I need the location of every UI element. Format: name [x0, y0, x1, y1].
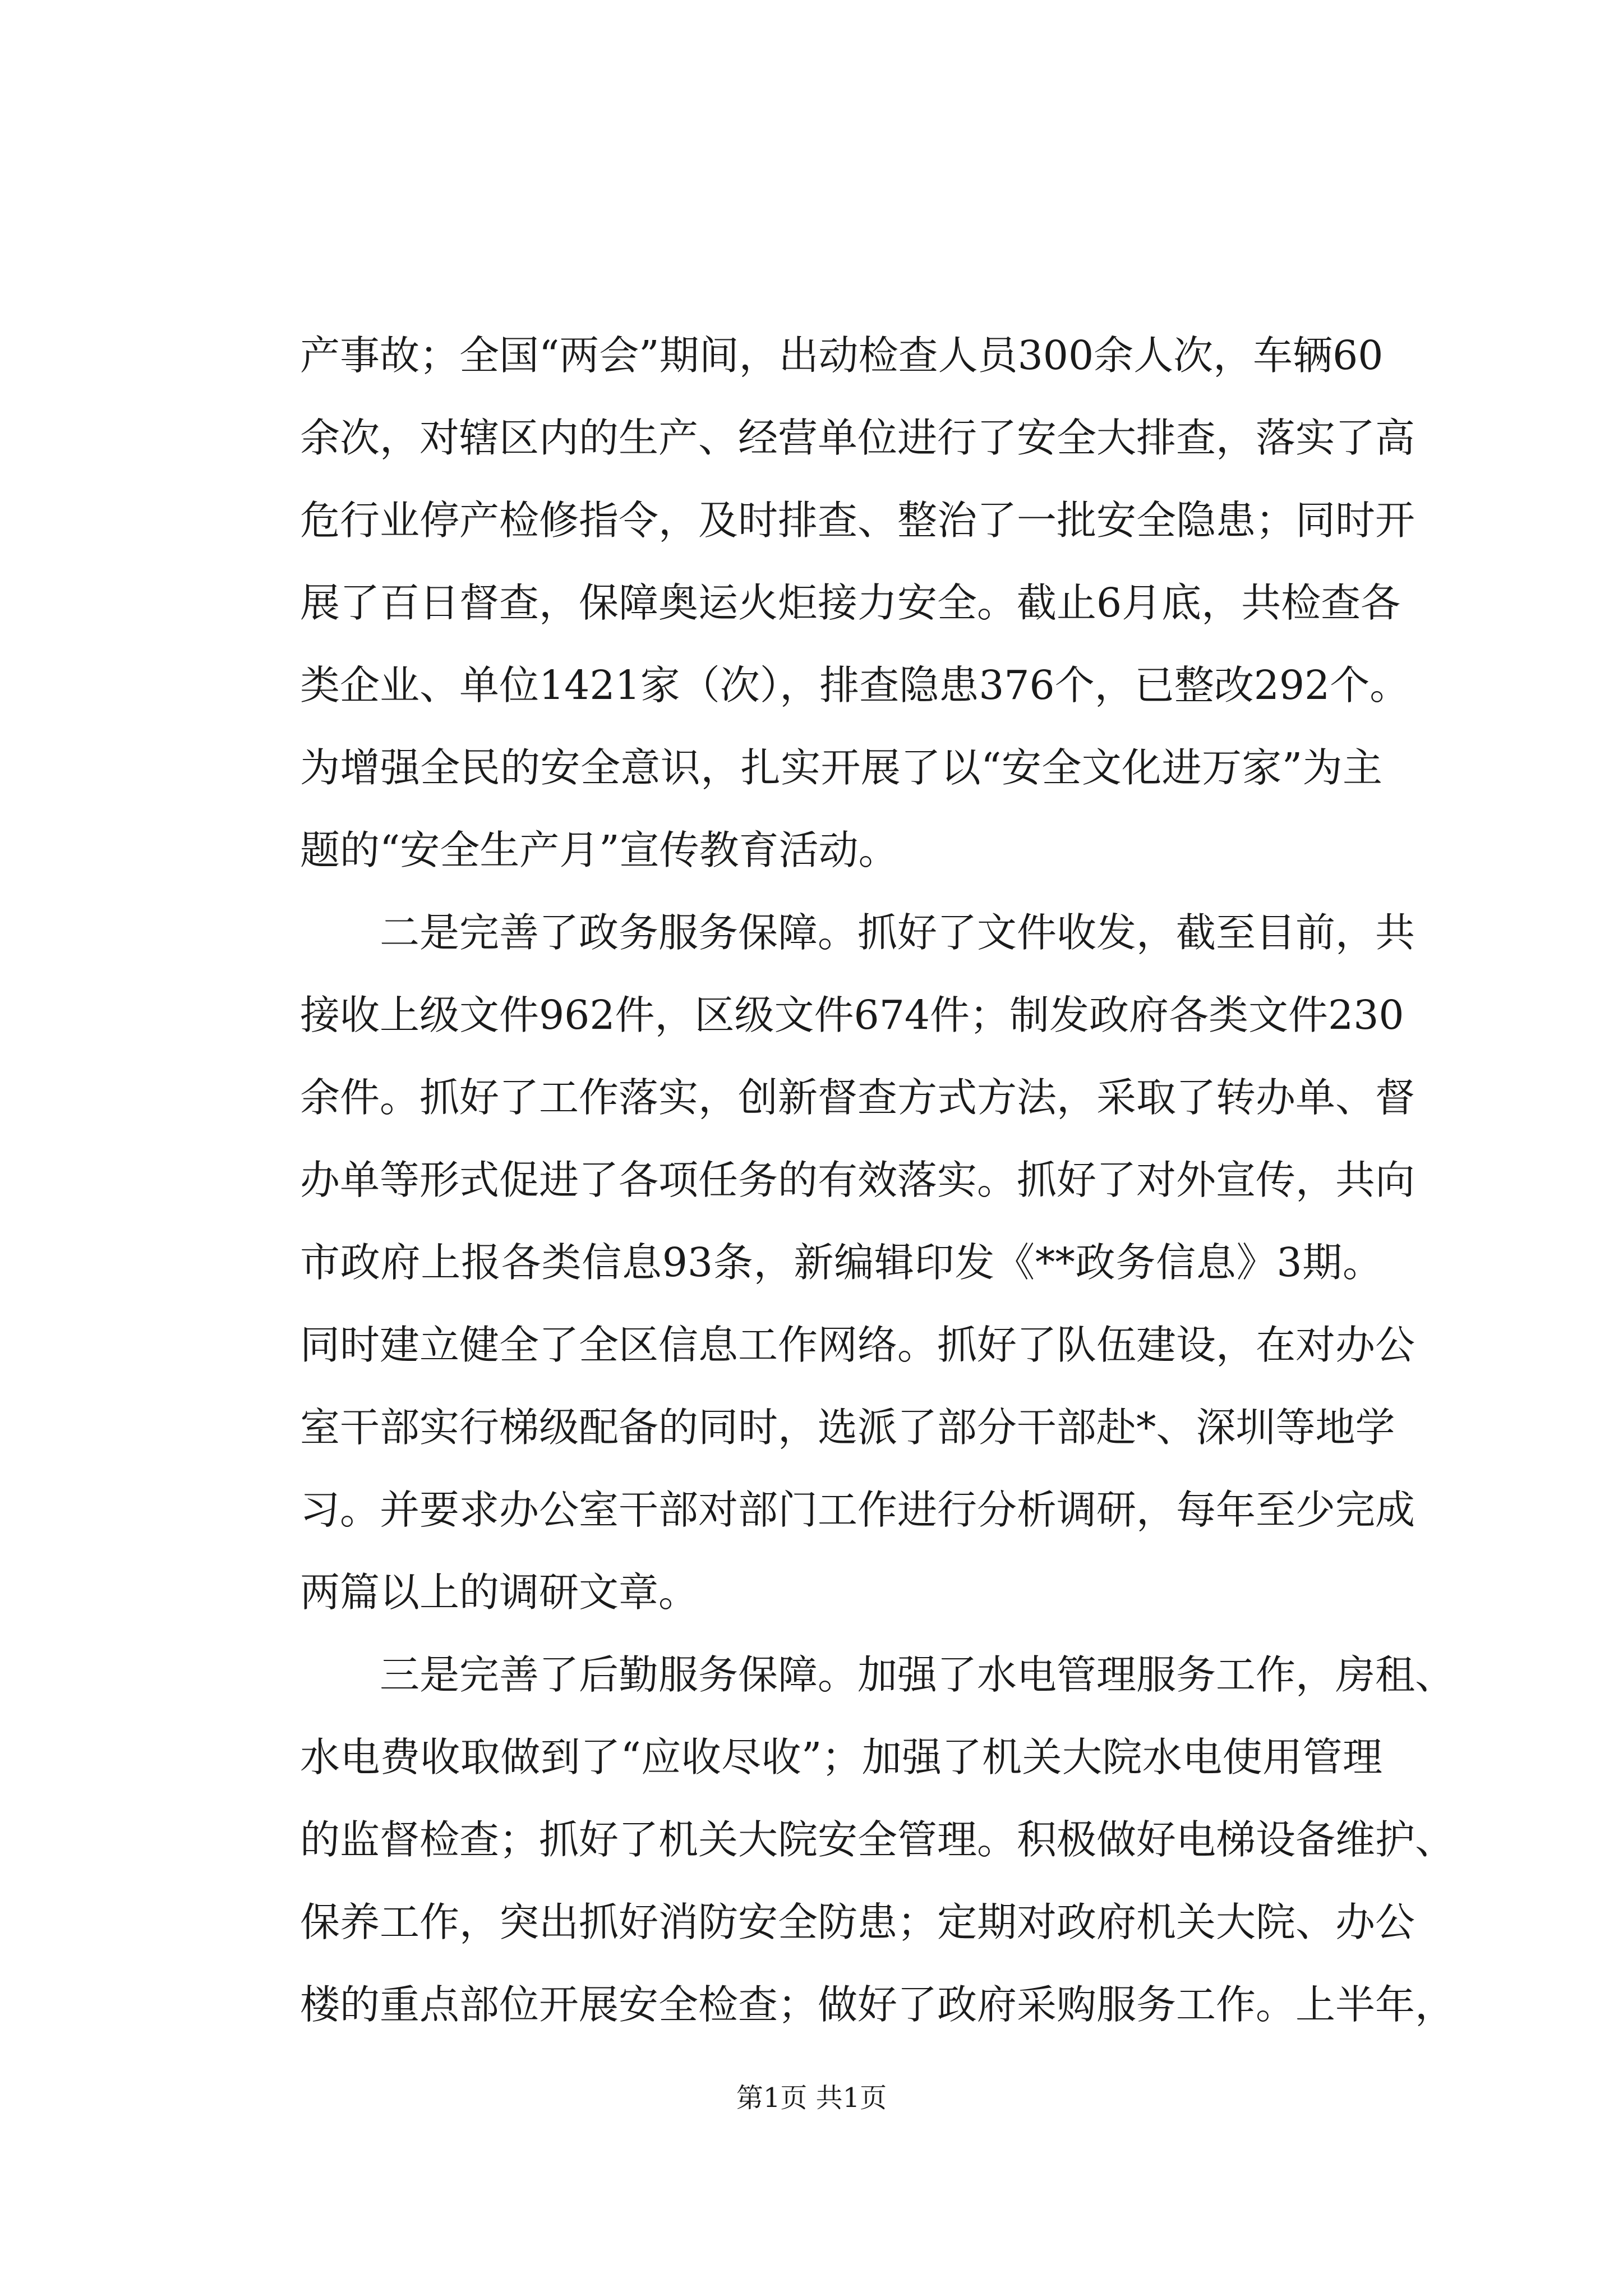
body-line-10: 余件。抓好了工作落实，创新督查方式方法，采取了转办单、督: [300, 1074, 1415, 1121]
body-line-6: 为增强全民的安全意识，扎实开展了以“安全文化进万家”为主: [300, 744, 1382, 791]
body-line-20: 保养工作，突出抓好消防安全防患；定期对政府机关大院、办公: [300, 1899, 1415, 1945]
body-line-12: 市政府上报各类信息93条，新编辑印发《**政务信息》3期。: [300, 1239, 1382, 1286]
body-line-5: 类企业、单位1421家（次），排查隐患376个，已整改292个。: [300, 662, 1410, 708]
document-body: [300, 314, 1455, 2046]
body-line-18: 水电费收取做到了“应收尽收”；加强了机关大院水电使用管理: [300, 1734, 1382, 1780]
body-line-7: 题的“安全生产月”宣传教育活动。: [300, 827, 898, 873]
body-line-11: 办单等形式促进了各项任务的有效落实。抓好了对外宣传，共向: [300, 1157, 1415, 1203]
body-line-15: 习。并要求办公室干部对部门工作进行分析调研，每年至少完成: [300, 1487, 1415, 1533]
body-line-9: 接收上级文件962件，区级文件674件；制发政府各类文件230: [300, 992, 1404, 1038]
paragraph-3-line-1: 三是完善了后勤服务保障。加强了水电管理服务工作，房租、: [380, 1651, 1455, 1698]
body-line-1: 产事故；全国“两会”期间，出动检查人员300余人次，车辆60: [300, 332, 1384, 379]
body-line-2: 余次，对辖区内的生产、经营单位进行了安全大排查，落实了高: [300, 415, 1415, 461]
body-line-19: 的监督检查；抓好了机关大院安全管理。积极做好电梯设备维护、: [300, 1816, 1455, 1863]
page-footer: 第1页 共1页: [736, 2082, 887, 2114]
body-line-21: 楼的重点部位开展安全检查；做好了政府采购服务工作。上半年，: [300, 1981, 1455, 2028]
body-line-14: 室干部实行梯级配备的同时，选派了部分干部赴*、深圳等地学: [300, 1404, 1395, 1451]
body-line-3: 危行业停产检修指令，及时排查、整治了一批安全隐患；同时开: [300, 497, 1415, 544]
body-line-16: 两篇以上的调研文章。: [300, 1569, 699, 1616]
paragraph-2-line-1: 二是完善了政务服务保障。抓好了文件收发，截至目前，共: [380, 909, 1415, 956]
body-line-13: 同时建立健全了全区信息工作网络。抓好了队伍建设，在对办公: [300, 1322, 1415, 1368]
body-line-4: 展了百日督查，保障奥运火炬接力安全。截止6月底，共检查各: [300, 579, 1401, 626]
